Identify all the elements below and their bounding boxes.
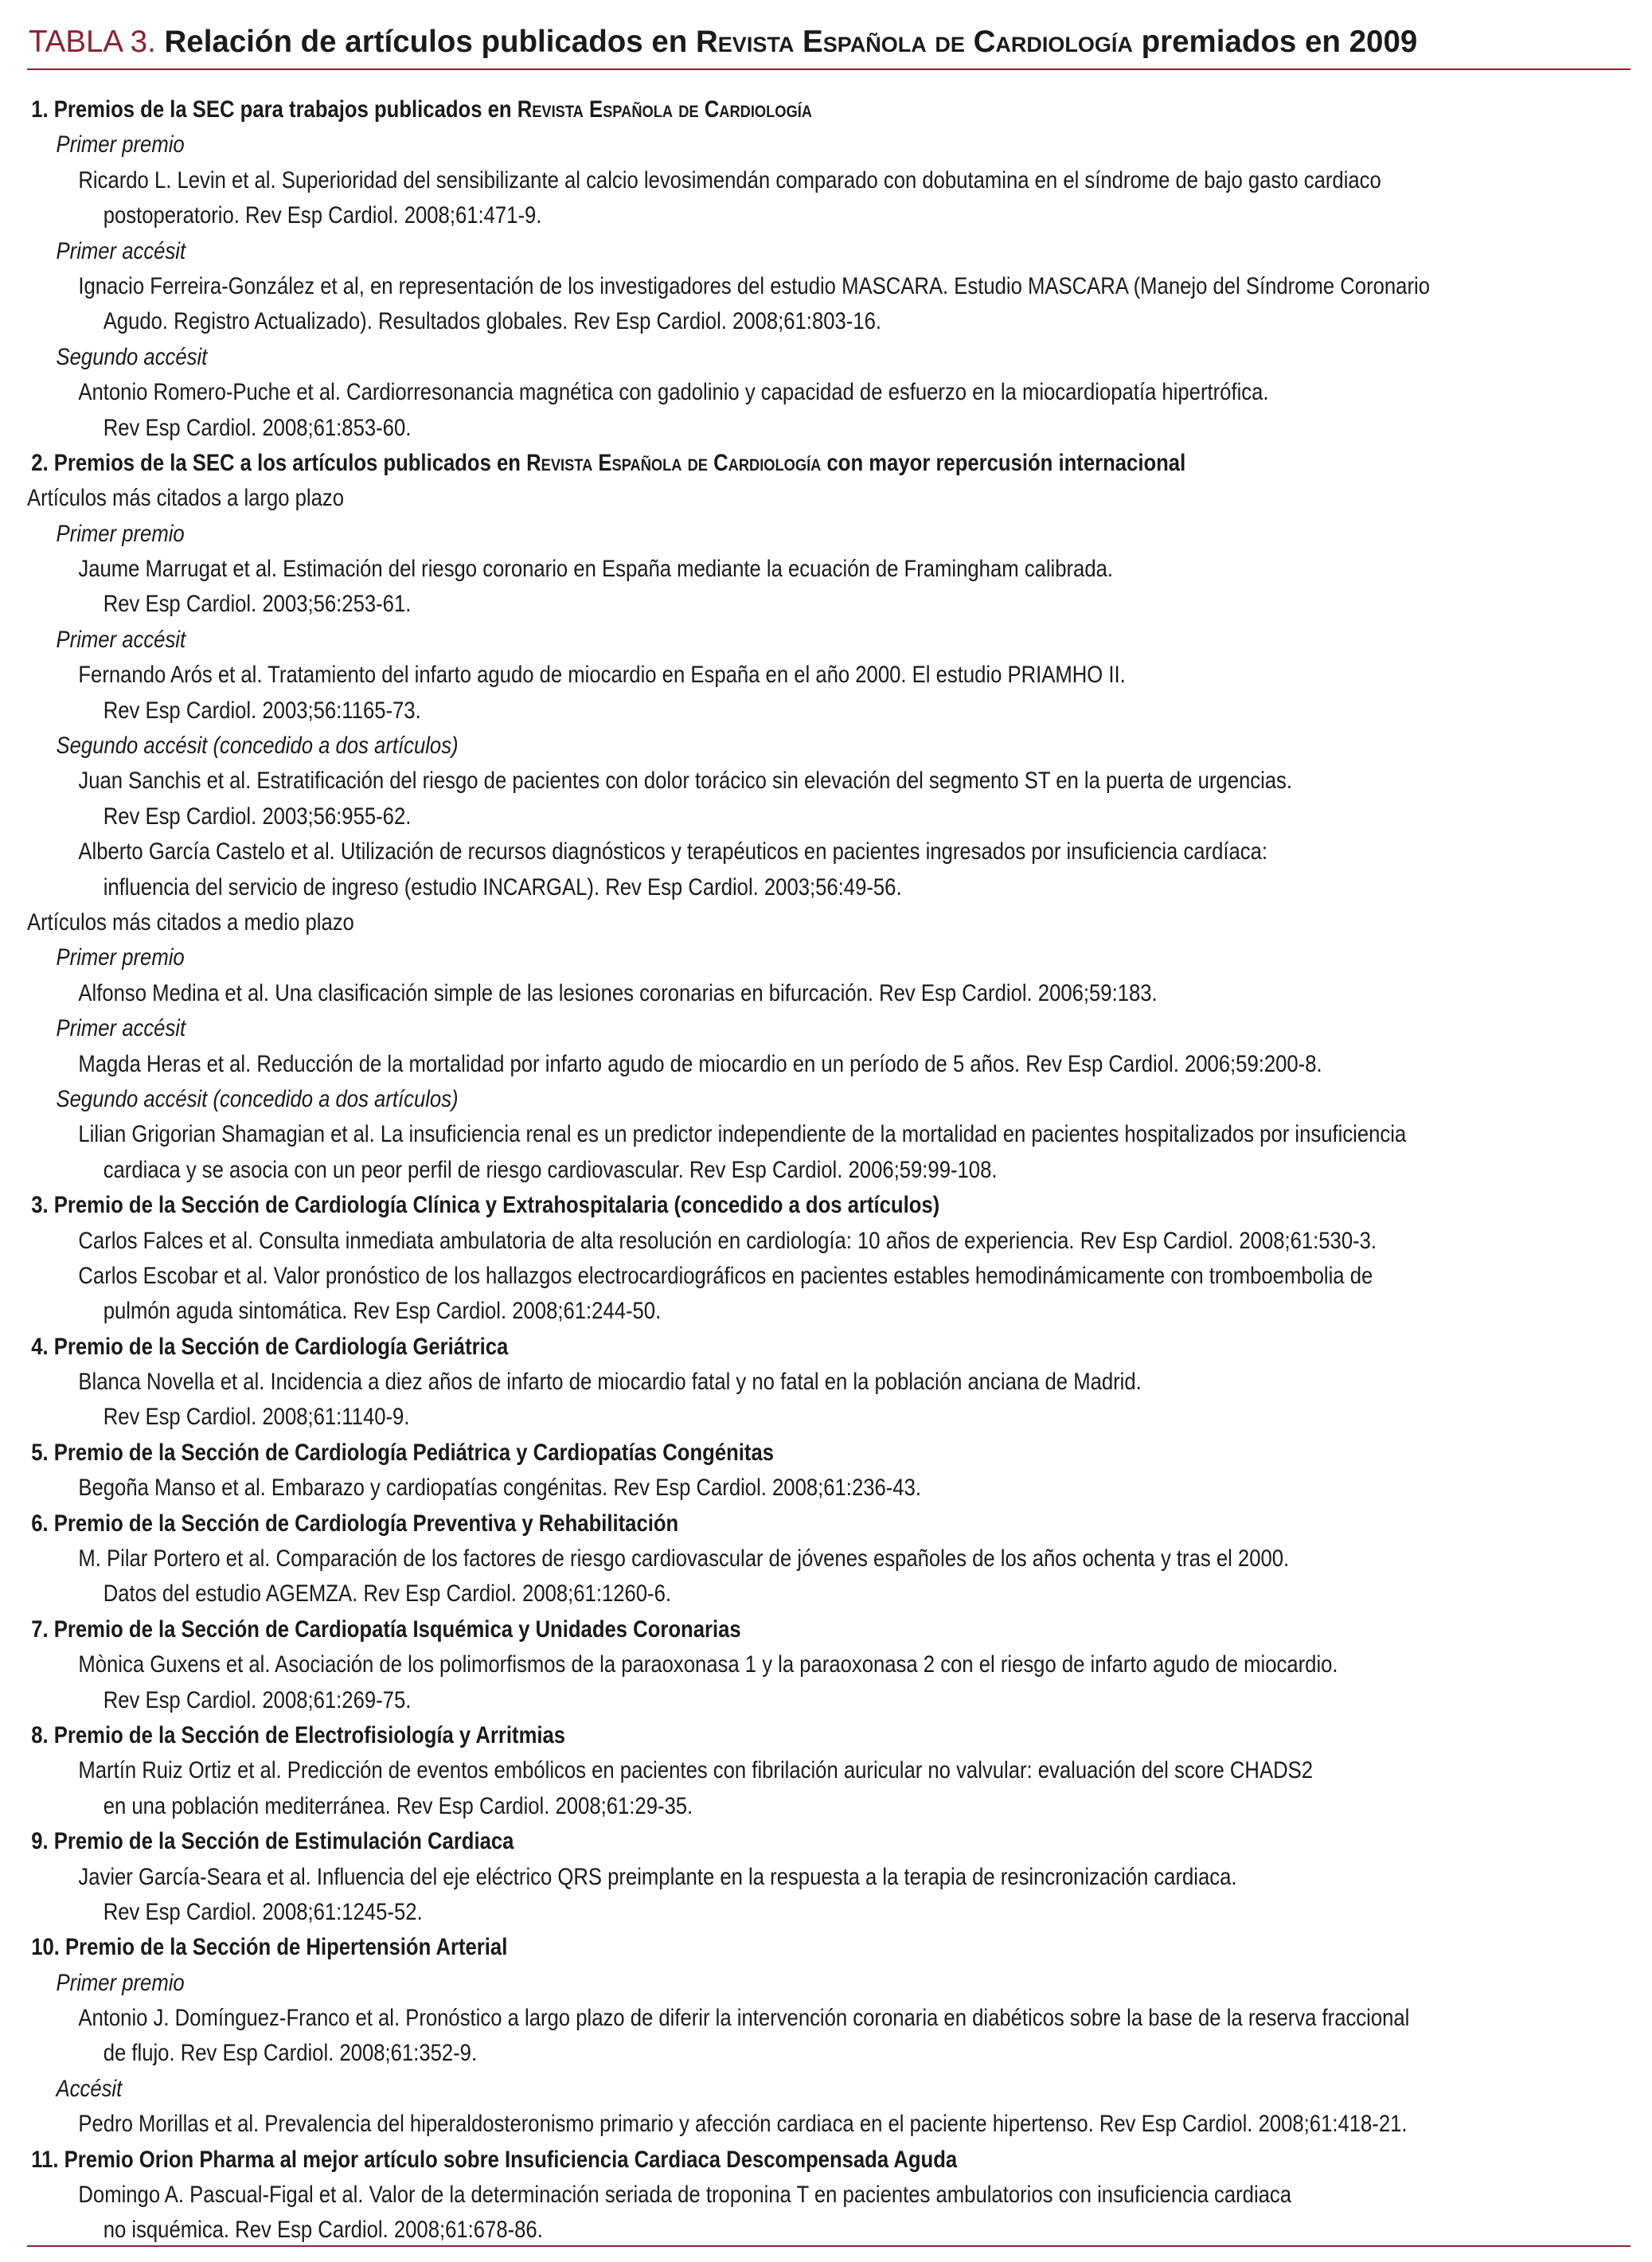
article-entry-continuation: Rev Esp Cardiol. 2003;56:1165-73. bbox=[103, 697, 421, 724]
journal-name: Revista Española de Cardiología bbox=[517, 96, 812, 123]
article-entry: Antonio Romero-Puche et al. Cardiorresonancia magnética con gadolinio y capacidad de esfuerzo en la miocardiopatía hipertrófica. bbox=[78, 379, 1269, 406]
article-entry: Begoña Manso et al. Embarazo y cardiopatías congénitas. Rev Esp Cardiol. 2008;61:236-43. bbox=[78, 1475, 921, 1502]
heading-text: con mayor repercusión internacional bbox=[821, 449, 1186, 476]
article-entry: Juan Sanchis et al. Estratificación del riesgo de pacientes con dolor torácico sin elevación del segmento ST en la puerta de urgencias. bbox=[78, 768, 1293, 795]
article-entry: Alfonso Medina et al. Una clasificación simple de las lesiones coronarias en bifurcación. Rev Esp Cardiol. 2006;59:183. bbox=[78, 979, 1158, 1006]
heading-text: 1. Premios de la SEC para trabajos publicados en bbox=[31, 96, 517, 123]
article-entry: Jaume Marrugat et al. Estimación del riesgo coronario en España mediante la ecuación de Framingham calibrada. bbox=[78, 556, 1114, 583]
article-entry: Javier García-Seara et al. Influencia del eje eléctrico QRS preimplante en la respuesta a la terapia de resincronización cardiaca. bbox=[78, 1863, 1237, 1890]
article-entry-continuation: de flujo. Rev Esp Cardiol. 2008;61:352-9. bbox=[103, 2040, 478, 2067]
article-entry-continuation: postoperatorio. Rev Esp Cardiol. 2008;61:471-9. bbox=[103, 202, 542, 229]
title-journal-name: Revista Española de Cardiología bbox=[696, 25, 1133, 59]
article-entry: Ricardo L. Levin et al. Superioridad del sensibilizante al calcio levosimendán comparado con dobutamina en el síndrome de bajo gasto cardiaco bbox=[78, 166, 1381, 193]
article-entry: Ignacio Ferreira-González et al, en representación de los investigadores del estudio MASCARA. Estudio MASCARA (Manejo del Síndrome Coronario bbox=[78, 272, 1430, 299]
article-entry-continuation: cardiaca y se asocia con un peor perfil de riesgo cardiovascular. Rev Esp Cardiol. 2006;59:99-108. bbox=[103, 1156, 998, 1183]
award-heading: 7. Premio de la Sección de Cardiopatía Isquémica y Unidades Coronarias bbox=[31, 1615, 741, 1643]
article-entry: Domingo A. Pascual-Figal et al. Valor de la determinación seriada de troponina T en pacientes ambulatorios con insuficiencia cardiaca bbox=[78, 2182, 1292, 2209]
award-heading: 10. Premio de la Sección de Hipertensión Arterial bbox=[31, 1934, 508, 1961]
article-entry: Blanca Novella et al. Incidencia a diez años de infarto de miocardio fatal y no fatal en la población anciana de Madrid. bbox=[78, 1369, 1142, 1396]
article-entry: Alberto García Castelo et al. Utilización de recursos diagnósticos y terapéuticos en pacientes ingresados por insuficiencia cardíaca: bbox=[78, 838, 1268, 865]
article-entry: Martín Ruiz Ortiz et al. Predicción de eventos embólicos en pacientes con fibrilación auricular no valvular: evaluación del score CHADS2 bbox=[78, 1757, 1314, 1784]
table-title-text bbox=[165, 25, 1418, 59]
award-category: Primer premio bbox=[56, 131, 185, 158]
article-entry: Carlos Falces et al. Consulta inmediata ambulatoria de alta resolución en cardiología: 10 años de experiencia. Rev Esp Cardiol. 2008;61:530-3. bbox=[78, 1227, 1377, 1254]
article-entry-continuation: no isquémica. Rev Esp Cardiol. 2008;61:678-86. bbox=[103, 2217, 543, 2244]
article-entry-continuation: Rev Esp Cardiol. 2008;61:853-60. bbox=[103, 414, 412, 441]
article-entry-continuation: Datos del estudio AGEMZA. Rev Esp Cardiol. 2008;61:1260-6. bbox=[103, 1580, 672, 1608]
subgroup-heading: Artículos más citados a largo plazo bbox=[27, 485, 344, 512]
award-heading: 11. Premio Orion Pharma al mejor artículo sobre Insuficiencia Cardiaca Descompensada Aguda bbox=[31, 2146, 958, 2173]
table-title bbox=[27, 16, 1631, 70]
article-entry: Mònica Guxens et al. Asociación de los polimorfismos de la paraoxonasa 1 y la paraoxonasa 2 con el riesgo de infarto agudo de miocardio. bbox=[78, 1651, 1338, 1678]
award-category: Segundo accésit (concedido a dos artículos) bbox=[56, 1085, 459, 1112]
award-heading bbox=[27, 446, 1422, 481]
award-heading: 3. Premio de la Sección de Cardiología Clínica y Extrahospitalaria (concedido a dos artículos) bbox=[31, 1192, 940, 1219]
award-category: Primer premio bbox=[56, 944, 185, 971]
award-category: Primer premio bbox=[56, 1969, 185, 1996]
award-category: Primer accésit bbox=[56, 626, 186, 653]
heading-text: 2. Premios de la SEC a los artículos publicados en bbox=[31, 449, 527, 476]
award-category: Primer accésit bbox=[56, 1015, 186, 1042]
article-entry: Antonio J. Domínguez-Franco et al. Pronóstico a largo plazo de diferir la intervención coronaria en diabéticos sobre la base de la reserva fraccional bbox=[78, 2005, 1410, 2032]
article-entry: Lilian Grigorian Shamagian et al. La insuficiencia renal es un predictor independiente de la mortalidad en pacientes hospitalizados por insuficiencia bbox=[78, 1121, 1407, 1148]
awards-list bbox=[27, 70, 1631, 2248]
award-category: Segundo accésit (concedido a dos artículos) bbox=[56, 733, 459, 760]
title-text-after: premiados en 2009 bbox=[1141, 25, 1418, 59]
article-entry: Carlos Escobar et al. Valor pronóstico de los hallazgos electrocardiográficos en pacientes estables hemodinámicamente con tromboembolia de bbox=[78, 1262, 1373, 1289]
table-number-label: TABLA 3. bbox=[29, 25, 156, 59]
article-entry: Magda Heras et al. Reducción de la mortalidad por infarto agudo de miocardio en un período de 5 años. Rev Esp Cardiol. 2006;59:200-8. bbox=[78, 1050, 1322, 1077]
table-document bbox=[27, 16, 1631, 2248]
title-text-before: Relación de artículos publicados en bbox=[164, 25, 688, 59]
article-entry-continuation: Rev Esp Cardiol. 2003;56:955-62. bbox=[103, 803, 412, 830]
article-entry: M. Pilar Portero et al. Comparación de los factores de riesgo cardiovascular de jóvenes españoles de los años ochenta y tras el 2000. bbox=[78, 1545, 1290, 1572]
bottom-rule bbox=[27, 2245, 1631, 2247]
article-entry-continuation: influencia del servicio de ingreso (estudio INCARGAL). Rev Esp Cardiol. 2003;56:49-56. bbox=[103, 873, 902, 901]
article-entry-continuation: Rev Esp Cardiol. 2003;56:253-61. bbox=[103, 591, 412, 618]
article-entry: Fernando Arós et al. Tratamiento del infarto agudo de miocardio en España en el año 2000. El estudio PRIAMHO II. bbox=[78, 662, 1126, 689]
journal-name: Revista Española de Cardiología bbox=[526, 449, 822, 476]
article-entry-continuation: Rev Esp Cardiol. 2008;61:1245-52. bbox=[103, 1898, 423, 1925]
article-entry-continuation: Agudo. Registro Actualizado). Resultados globales. Rev Esp Cardiol. 2008;61:803-16. bbox=[103, 308, 881, 335]
award-category: Segundo accésit bbox=[56, 343, 208, 370]
subgroup-heading: Artículos más citados a medio plazo bbox=[27, 908, 354, 936]
award-heading: 4. Premio de la Sección de Cardiología Geriátrica bbox=[31, 1333, 509, 1360]
award-heading: 6. Premio de la Sección de Cardiología Preventiva y Rehabilitación bbox=[31, 1510, 679, 1537]
article-entry-continuation: Rev Esp Cardiol. 2008;61:269-75. bbox=[103, 1686, 412, 1713]
article-entry: Pedro Morillas et al. Prevalencia del hiperaldosteronismo primario y afección cardiaca en el paciente hipertenso. Rev Esp Cardiol. 2008;61:418-21. bbox=[78, 2111, 1408, 2138]
award-heading bbox=[27, 92, 1422, 127]
award-category: Primer accésit bbox=[56, 237, 186, 264]
article-entry-continuation: Rev Esp Cardiol. 2008;61:1140-9. bbox=[103, 1404, 410, 1431]
article-entry-continuation: pulmón aguda sintomática. Rev Esp Cardiol. 2008;61:244-50. bbox=[103, 1298, 662, 1325]
award-heading: 8. Premio de la Sección de Electrofisiología y Arritmias bbox=[31, 1721, 566, 1748]
award-category: Accésit bbox=[56, 2075, 123, 2102]
award-heading: 5. Premio de la Sección de Cardiología Pediátrica y Cardiopatías Congénitas bbox=[31, 1439, 774, 1466]
award-heading: 9. Premio de la Sección de Estimulación Cardiaca bbox=[31, 1828, 514, 1855]
award-category: Primer premio bbox=[56, 520, 185, 547]
article-entry-continuation: en una población mediterránea. Rev Esp Cardiol. 2008;61:29-35. bbox=[103, 1792, 693, 1819]
